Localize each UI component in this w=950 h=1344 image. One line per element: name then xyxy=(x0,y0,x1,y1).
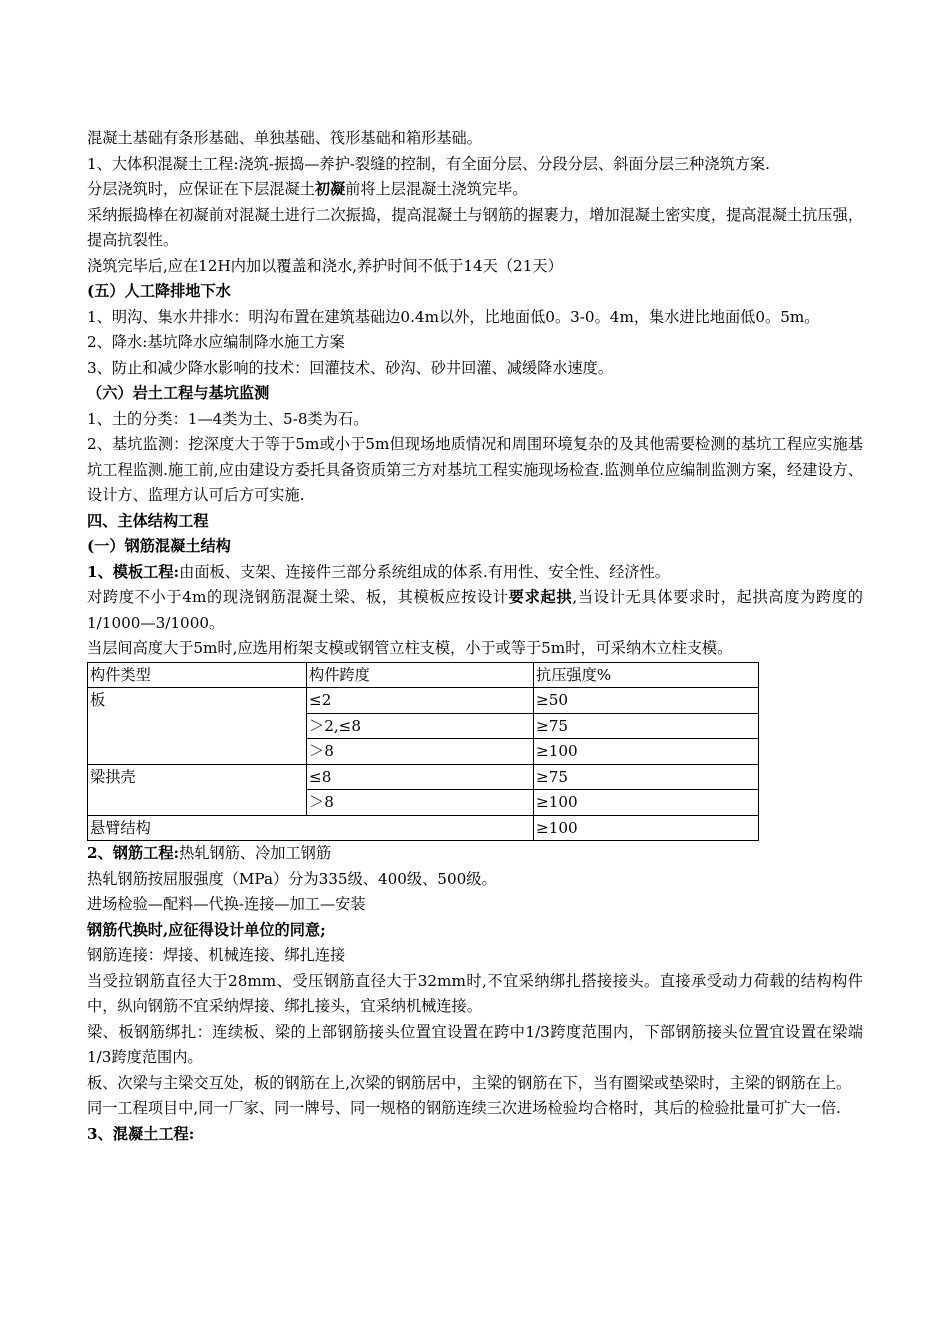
item-heading: 3、混凝土工程: xyxy=(87,1124,195,1143)
table-cell: ≥100 xyxy=(534,790,759,816)
paragraph xyxy=(87,585,863,636)
table-cell: 板 xyxy=(88,688,307,765)
paragraph: 钢筋连接：焊接、机械连接、绑扎连接 xyxy=(87,946,346,964)
paragraph: 梁、板钢筋绑扎：连续板、梁的上部钢筋接头位置宜设置在跨中1/3跨度范围内，下部钢筋接头位置宜设置在梁端1/3跨度范围内。 xyxy=(87,1022,863,1066)
table-cell: ≤8 xyxy=(307,764,534,790)
section-heading: （六）岩土工程与基坑监测 xyxy=(87,384,270,402)
paragraph xyxy=(87,841,863,867)
table-cell: ＞2,≤8 xyxy=(307,713,534,739)
formwork-removal-table xyxy=(87,662,759,842)
table-row xyxy=(88,688,759,714)
table-cell: ≥75 xyxy=(534,713,759,739)
chapter-heading: 四、主体结构工程 xyxy=(87,511,209,530)
table-header: 构件类型 xyxy=(88,662,307,688)
paragraph: 热轧钢筋按屈服强度（MPa）分为335级、400级、500级。 xyxy=(87,869,497,888)
table-cell: ＞8 xyxy=(307,739,534,765)
paragraph: 2、基坑监测：挖深度大于等于5m或小于5m但现场地质情况和周围环境复杂的及其他需要检测的基坑工程应实施基坑工程监测.施工前,应由建设方委托具备资质第三方对基坑工程实施现场检查.监测单位应编制监测方案，经建设方、设计方、监理方认可后方可实施. xyxy=(87,435,863,504)
text-run: 前将上层混凝土浇筑完毕。 xyxy=(345,180,528,198)
item-heading: 1、模板工程: xyxy=(87,562,180,581)
table-cell: 悬臂结构 xyxy=(88,815,534,841)
table-cell: 梁拱壳 xyxy=(88,764,307,815)
table-cell: ≥100 xyxy=(534,739,759,765)
item-heading: 2、钢筋工程: xyxy=(87,844,180,862)
paragraph: 1、明沟、集水井排水：明沟布置在建筑基础边0.4m以外，比地面低0。3-0。4m，集水进比地面低0。5m。 xyxy=(87,307,820,326)
table-row xyxy=(88,764,759,790)
paragraph: 1、土的分类：1—4类为土、5-8类为石。 xyxy=(87,409,369,428)
paragraph: 当受拉钢筋直径大于28mm、受压钢筋直径大于32mm时,不宜采纳绑扎搭接接头。直接承受动力荷载的结构构件中，纵向钢筋不宜采纳焊接、绑扎接头，宜采纳机械连接。 xyxy=(87,971,863,1015)
table-cell: ≥75 xyxy=(534,764,759,790)
paragraph: 1、大体积混凝土工程:浇筑-振捣—养护-裂缝的控制，有全面分层、分段分层、斜面分层三种浇筑方案. xyxy=(87,154,770,173)
text-run: 热轧钢筋、冷加工钢筋 xyxy=(179,844,331,862)
table-cell: ≥50 xyxy=(534,688,759,714)
table-header: 抗压强度% xyxy=(534,662,759,688)
table-cell: ≥100 xyxy=(534,815,759,841)
text-run: 分层浇筑时，应保证在下层混凝土 xyxy=(87,180,315,198)
paragraph xyxy=(87,560,863,586)
paragraph: 浇筑完毕后,应在12H内加以覆盖和浇水,养护时间不低于14天（21天） xyxy=(87,256,563,275)
bold-term: 要求起拱 xyxy=(508,588,573,606)
table-row xyxy=(88,815,759,841)
paragraph: 采纳振捣棒在初凝前对混凝土进行二次振捣，提高混凝土与钢筋的握裹力，增加混凝土密实度，提高混凝土抗压强，提高抗裂性。 xyxy=(87,205,863,249)
section-heading: (五）人工降排地下水 xyxy=(87,282,231,300)
bold-paragraph: 钢筋代换时,应征得设计单位的同意; xyxy=(87,920,326,939)
table-cell: ≤2 xyxy=(307,688,534,714)
table-cell: ＞8 xyxy=(307,790,534,816)
paragraph: 同一工程项目中,同一厂家、同一牌号、同一规格的钢筋连续三次进场检验均合格时，其后的检验批量可扩大一倍. xyxy=(87,1099,841,1117)
document-page xyxy=(87,126,863,1147)
text-run: 由面板、支架、连接件三部分系统组成的体系.有用性、安全性、经济性。 xyxy=(179,562,670,581)
text-run: ,当设计无具体要求时，起拱高度为跨度的1/1000—3/1000。 xyxy=(87,588,863,632)
table-header-row xyxy=(88,662,759,688)
bold-term: 初凝 xyxy=(314,180,346,198)
paragraph xyxy=(87,177,863,203)
section-heading: (一）钢筋混凝土结构 xyxy=(87,537,231,555)
paragraph: 进场检验—配料—代换-连接—加工—安装 xyxy=(87,895,366,913)
text-run: 对跨度不小于4m的现浇钢筋混凝土梁、板，其模板应按设计 xyxy=(87,588,509,606)
paragraph: 板、次梁与主梁交互处，板的钢筋在上,次梁的钢筋居中，主梁的钢筋在下，当有圈梁或垫梁时，主梁的钢筋在上。 xyxy=(87,1073,852,1092)
table-header: 构件跨度 xyxy=(307,662,534,688)
paragraph: 2、降水:基坑降水应编制降水施工方案 xyxy=(87,333,345,351)
paragraph: 3、防止和减少降水影响的技术：回灌技术、砂沟、砂井回灌、减缓降水速度。 xyxy=(87,358,614,377)
paragraph: 混凝土基础有条形基础、单独基础、筏形基础和箱形基础。 xyxy=(87,129,482,147)
paragraph: 当层间高度大于5m时,应选用桁架支模或钢管立柱支模，小于或等于5m时，可采纳木立柱支模。 xyxy=(87,639,733,657)
